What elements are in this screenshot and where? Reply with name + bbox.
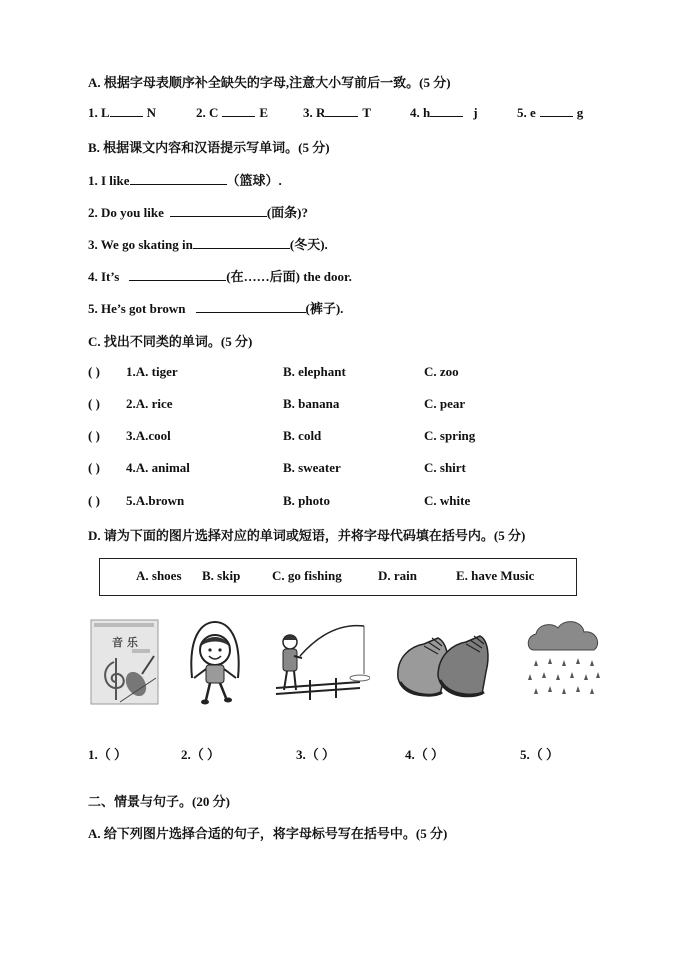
section-c-option-a-3: 3.A.cool [126, 428, 171, 443]
section-c-option-b-4: B. sweater [283, 460, 341, 475]
option-a: A. shoes [136, 568, 182, 583]
option-c: C. go fishing [272, 568, 342, 583]
section-c-paren-3[interactable]: ( ) [88, 428, 100, 443]
picture-answer-2[interactable]: 2.（ ） [181, 747, 221, 762]
book-title: 音 乐 [112, 636, 138, 649]
section-c-option-c-4: C. shirt [424, 460, 466, 475]
section-c-option-c-5: C. white [424, 493, 471, 508]
section-b-item-5: 5. He’s got brown (裤子). [88, 301, 344, 316]
section-b-item-2: 2. Do you like (面条)? [88, 205, 309, 220]
answer-blank[interactable] [325, 105, 358, 117]
answer-blank[interactable] [430, 105, 463, 117]
option-box [99, 558, 577, 596]
section-c-paren-4[interactable]: ( ) [88, 460, 100, 475]
section-c-option-a-2: 2.A. rice [126, 396, 173, 411]
skipping-boy-picture [186, 616, 244, 706]
answer-blank[interactable] [110, 105, 143, 117]
section-a-item-3: 3. R T [303, 105, 372, 120]
part-2-heading: 二、情景与句子。(20 分) [88, 794, 230, 809]
rain-cloud-picture [524, 616, 604, 706]
picture-answer-3[interactable]: 3.（ ） [296, 747, 336, 762]
section-b-item-4: 4. It’s (在……后面) the door. [88, 269, 352, 284]
answer-blank[interactable] [222, 105, 255, 117]
section-c-option-b-5: B. photo [283, 493, 330, 508]
section-c-option-c-3: C. spring [424, 428, 476, 443]
section-c-option-a-1: 1.A. tiger [126, 364, 178, 379]
section-c-paren-5[interactable]: ( ) [88, 493, 100, 508]
section-c-paren-1[interactable]: ( ) [88, 364, 100, 379]
picture-answer-5[interactable]: 5.（ ） [520, 747, 560, 762]
section-c-option-c-2: C. pear [424, 396, 466, 411]
option-b: B. skip [202, 568, 241, 583]
answer-blank[interactable] [130, 173, 227, 185]
music-book-picture [90, 616, 160, 706]
section-a-item-1: 1. L N [88, 105, 157, 120]
option-e: E. have Music [456, 568, 535, 583]
section-a-item-4: 4. h j [410, 105, 478, 120]
section-c-option-a-4: 4.A. animal [126, 460, 190, 475]
answer-blank[interactable] [540, 105, 573, 117]
section-c-option-a-5: 5.A.brown [126, 493, 185, 508]
picture-answer-4[interactable]: 4.（ ） [405, 747, 445, 762]
answer-blank[interactable] [170, 205, 267, 217]
picture-answer-1[interactable]: 1.（ ） [88, 747, 128, 762]
section-c-option-c-1: C. zoo [424, 364, 459, 379]
section-a-item-5: 5. e g [517, 105, 584, 120]
section-c-heading: C. 找出不同类的单词。(5 分) [88, 334, 253, 349]
answer-blank[interactable] [196, 301, 306, 313]
section-c-option-b-2: B. banana [283, 396, 340, 411]
fishing-man-picture [270, 616, 370, 706]
section-b-item-1: 1. I like （篮球）. [88, 173, 282, 188]
section-c-paren-2[interactable]: ( ) [88, 396, 100, 411]
section-c-option-b-3: B. cold [283, 428, 322, 443]
option-d: D. rain [378, 568, 417, 583]
answer-blank[interactable] [193, 237, 290, 249]
section-d-heading: D. 请为下面的图片选择对应的单词或短语，并将字母代码填在括号内。(5 分) [88, 528, 526, 543]
part-2-section-a-heading: A. 给下列图片选择合适的句子，将字母标号写在括号中。(5 分) [88, 826, 448, 841]
section-b-heading: B. 根据课文内容和汉语提示写单词。(5 分) [88, 140, 330, 155]
shoes-picture [394, 616, 490, 706]
section-a-heading: A. 根据字母表顺序补全缺失的字母,注意大小写前后一致。(5 分) [88, 75, 451, 90]
answer-blank[interactable] [129, 269, 226, 281]
section-b-item-3: 3. We go skating in (冬天). [88, 237, 328, 252]
section-a-item-2: 2. C E [196, 105, 269, 120]
section-c-option-b-1: B. elephant [283, 364, 346, 379]
